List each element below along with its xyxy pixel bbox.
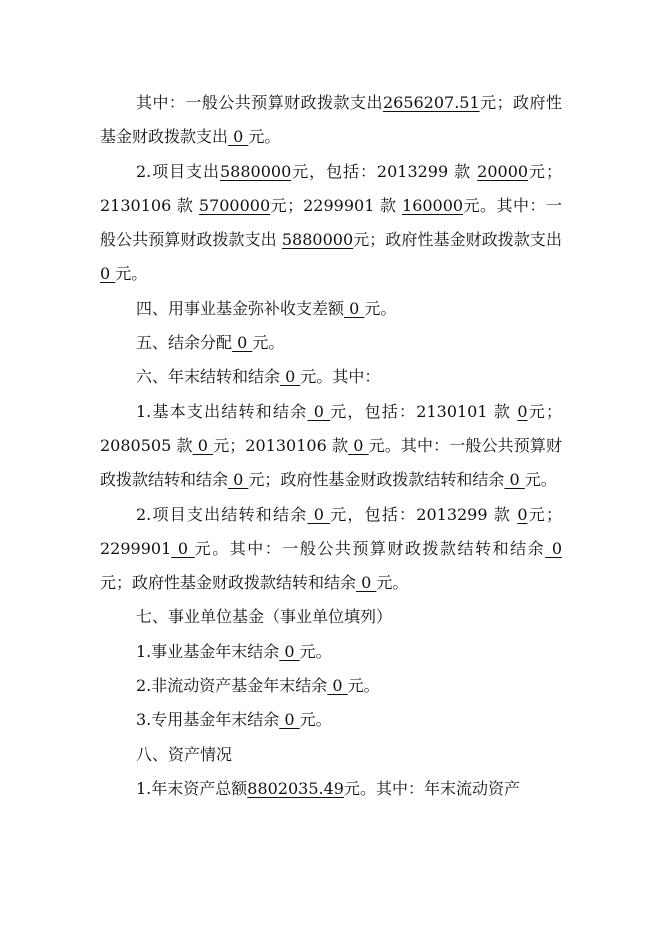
text-run: 元；政府性基金财政拨款结转和结余 xyxy=(100,573,357,593)
underlined-value: 0 xyxy=(279,710,300,730)
underlined-value: 0 xyxy=(228,470,249,490)
underlined-value: 0 xyxy=(307,504,331,524)
underlined-value: 0 xyxy=(228,127,249,147)
text-run: 元；20130106 款 xyxy=(213,435,349,455)
paragraph-career-fund xyxy=(100,635,562,669)
paragraph-project-expense xyxy=(100,155,562,292)
paragraph-section-four xyxy=(100,292,562,326)
underlined-value: 0 xyxy=(327,676,348,696)
text-run: 元；2299901 款 xyxy=(270,195,403,215)
underlined-value: 0 xyxy=(545,538,562,558)
underlined-value: 0 xyxy=(100,264,116,284)
text-run: 2.非流动资产基金年末结余 xyxy=(136,676,328,696)
text-run: 1.年末资产总额 xyxy=(136,778,248,798)
text-run: 元；2299901 xyxy=(100,504,562,558)
document-body xyxy=(100,86,562,806)
text-run: 元；政府性基金财政拨款支出 xyxy=(353,230,562,250)
text-run: 七、事业单位基金（事业单位填列） xyxy=(136,607,393,627)
underlined-value: 0 xyxy=(344,298,365,318)
underlined-value: 5880000 xyxy=(219,161,292,181)
text-run: 元，包括：2130101 款 xyxy=(330,401,518,421)
underlined-value: 0 xyxy=(279,641,300,661)
text-run: 八、资产情况 xyxy=(136,744,233,764)
underlined-value: 0 xyxy=(171,538,195,558)
text-run: 四、用事业基金弥补收支差额 xyxy=(136,298,345,318)
text-run: 六、年末结转和结余 xyxy=(136,367,281,387)
text-run: 其中：一般公共预算财政拨款支出 xyxy=(136,93,383,112)
text-run: 2.项目支出 xyxy=(136,161,220,181)
text-run: 元。 xyxy=(299,641,332,661)
underlined-value: 20000 xyxy=(477,161,529,181)
underlined-value: 0 xyxy=(348,435,369,455)
text-run: 元；2130106 款 xyxy=(100,161,562,215)
text-run: 元。 xyxy=(524,470,557,490)
underlined-value: 2656207.51 xyxy=(382,93,480,112)
underlined-value: 160000 xyxy=(402,195,464,215)
underlined-value: 0 xyxy=(517,401,528,421)
underlined-value: 0 xyxy=(504,470,525,490)
underlined-value: 0 xyxy=(280,367,301,387)
paragraph-basic-carryover xyxy=(100,395,562,498)
text-run: 元；政府性基金财政拨款支出 xyxy=(100,93,562,147)
underlined-value: 8802035.49 xyxy=(247,778,344,798)
text-run: 元；政府性基金财政拨款结转和结余 xyxy=(248,470,505,490)
text-run: 元。 xyxy=(376,573,409,593)
text-run: 元。 xyxy=(347,676,380,696)
text-run: 五、结余分配 xyxy=(136,333,233,353)
paragraph-section-five xyxy=(100,326,562,360)
underlined-value: 0 xyxy=(192,435,214,455)
text-run: 2.项目支出结转和结余 xyxy=(136,504,308,524)
underlined-value: 0 xyxy=(232,333,253,353)
paragraph-section-eight xyxy=(100,738,562,772)
text-run: 元。 xyxy=(248,127,281,147)
text-run: 元。 xyxy=(364,298,397,318)
underlined-value: 0 xyxy=(517,504,528,524)
underlined-value: 0 xyxy=(356,573,377,593)
paragraph-project-carryover xyxy=(100,498,562,601)
text-run: 元，包括：2013299 款 xyxy=(330,504,518,524)
text-run: 元。 xyxy=(299,710,332,730)
underlined-value: 5880000 xyxy=(281,230,354,250)
paragraph-total-assets xyxy=(100,772,562,806)
text-run: 元。其中：年末流动资产 xyxy=(343,778,520,798)
text-run: 元。 xyxy=(115,264,148,284)
text-run: 元。其中：一般公共预算财政拨款结转和结余 xyxy=(194,538,546,558)
text-run: 元。其中：一般公共预算财政拨款支出 xyxy=(100,195,562,250)
paragraph-noncurrent-asset-fund xyxy=(100,669,562,703)
text-run: 3.专用基金年末结余 xyxy=(136,710,280,730)
text-run: 元，包括：2013299 款 xyxy=(291,161,478,181)
paragraph-budget-expense-general xyxy=(100,86,562,155)
text-run: 元。其中：一般公共预算财政拨款结转和结余 xyxy=(100,435,562,490)
paragraph-section-six xyxy=(100,360,562,394)
text-run: 元。其中： xyxy=(300,367,381,387)
paragraph-special-fund xyxy=(100,703,562,737)
underlined-value: 0 xyxy=(307,401,331,421)
text-run: 1.基本支出结转和结余 xyxy=(136,401,308,421)
text-run: 元。 xyxy=(252,333,285,353)
underlined-value: 5700000 xyxy=(198,195,271,215)
paragraph-section-seven xyxy=(100,600,562,634)
text-run: 1.事业基金年末结余 xyxy=(136,641,280,661)
text-run: 元；2080505 款 xyxy=(100,401,562,455)
